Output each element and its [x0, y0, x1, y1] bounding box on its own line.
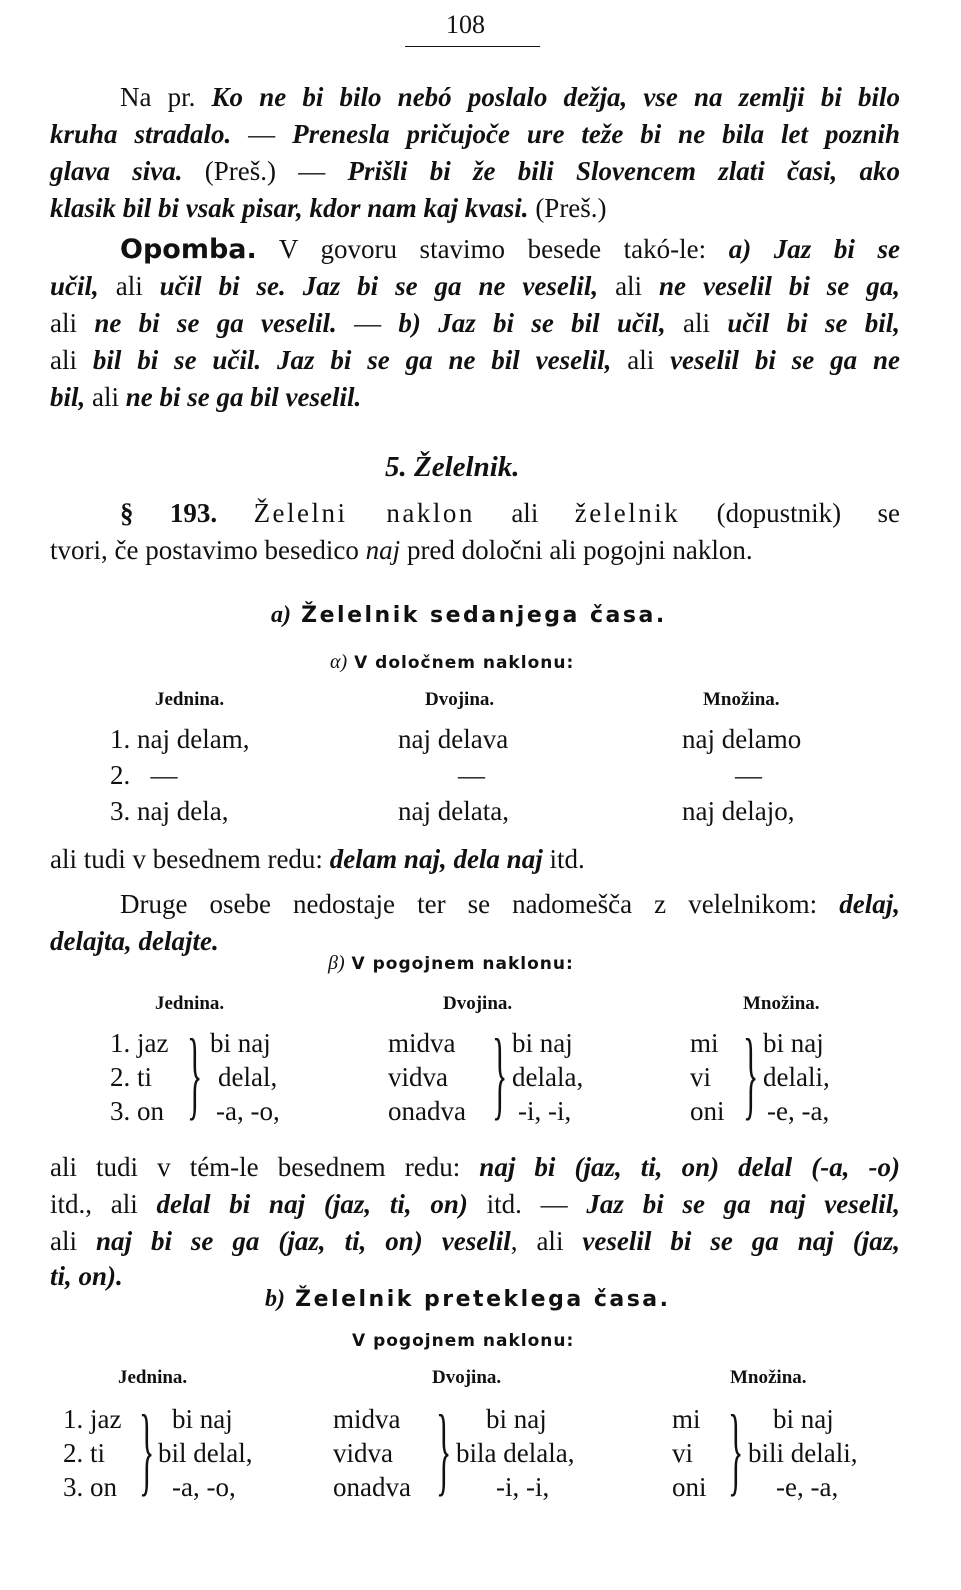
col-header-dvojina: Dvojina.: [443, 993, 513, 1014]
opomba-line3: [50, 306, 900, 340]
text-span: —: [231, 119, 293, 149]
par193-line2: [50, 533, 753, 567]
sub-b-title: [265, 1282, 671, 1317]
text-span: Prišli bi že bili Slovencem zlati časi, ako: [347, 156, 900, 186]
tail-line4: ti, on).: [50, 1261, 123, 1291]
text-span: bi naj: [172, 1404, 233, 1434]
text-span: oni: [672, 1472, 707, 1502]
text-span: želelnik: [574, 498, 681, 528]
text-span: naj delamo: [682, 724, 802, 754]
brace-glyph: }: [187, 1018, 203, 1129]
text-span: bi naj: [486, 1404, 547, 1434]
table-row: [682, 794, 794, 828]
text-span: bi naj: [512, 1028, 573, 1058]
table-row: [398, 794, 509, 828]
text-span: -a, -o,: [172, 1472, 236, 1502]
text-span: delal,: [218, 1062, 278, 1092]
text-span: ali tudi v besednem redu:: [50, 844, 330, 874]
col-header-jednina: Jednina.: [155, 993, 225, 1014]
text-span: midva: [333, 1404, 401, 1434]
text-span: kruha stradalo.: [50, 119, 232, 149]
text-span: naj delajo,: [682, 796, 795, 826]
text-span: a): [271, 602, 291, 628]
page-number: 108: [446, 10, 485, 39]
col-header-mnozina: Množina.: [743, 993, 820, 1014]
text-span: —: [735, 760, 762, 790]
sub-a-alpha: [330, 645, 574, 680]
opomba-line2: [50, 269, 900, 303]
para1-line2: [50, 117, 900, 151]
text-span: bila delala,: [456, 1438, 575, 1468]
text-span: učil,: [50, 271, 99, 301]
text-span: -e, -a,: [776, 1472, 839, 1502]
text-span: itd. —: [467, 1189, 587, 1219]
text-span: ne bi se ga veselil.: [94, 308, 337, 338]
text-span: delal bi naj (jaz, ti, on): [156, 1189, 468, 1219]
text-span: bi naj: [763, 1028, 824, 1058]
table-row: [398, 722, 508, 756]
text-span: vidva: [333, 1438, 393, 1468]
text-span: 2. ti: [63, 1438, 106, 1468]
text-span: oni: [690, 1096, 725, 1126]
table-row: [735, 758, 762, 792]
table-row: [110, 722, 249, 756]
text-span: ali tudi v tém-le besednem redu:: [50, 1152, 480, 1182]
opomba-line4: [50, 343, 900, 377]
text-span: Druge osebe nedostaje ter se nadomešča z velelnikom:: [120, 889, 840, 919]
text-span: 3. naj dela,: [110, 796, 229, 826]
verb-column: [748, 1402, 857, 1504]
text-span: naj delata,: [398, 796, 509, 826]
text-span: (dopustnik) se: [680, 498, 900, 528]
text-span: Prenesla pričujoče ure teže bi ne bila let poznih: [292, 119, 900, 149]
text-span: Želelnik preteklega časa.: [285, 1287, 671, 1312]
text-span: vidva: [388, 1062, 448, 1092]
text-span: ali: [665, 308, 728, 338]
text-span: naj: [365, 535, 401, 565]
text-span: V pogojnem naklonu:: [344, 954, 574, 974]
text-span: 3. on: [63, 1472, 117, 1502]
druge-line2: delajta, delajte.: [50, 926, 219, 956]
pronoun-column: [388, 1026, 466, 1128]
pronoun-column: [690, 1026, 725, 1128]
text-span: a) Jaz bi se: [728, 234, 900, 264]
brace-glyph: }: [436, 1394, 452, 1505]
text-span: -i, -i,: [518, 1096, 572, 1126]
text-span: mi: [690, 1028, 719, 1058]
text-span: ali: [474, 498, 575, 528]
text-span: 1. jaz: [110, 1028, 169, 1058]
after-table-line: [50, 842, 585, 876]
text-span: delali,: [763, 1062, 830, 1092]
text-span: učil bi se. Jaz bi se ga ne veselil,: [159, 271, 599, 301]
verb-column: [512, 1026, 583, 1128]
text-span: β): [328, 952, 345, 974]
text-span: —: [458, 760, 485, 790]
sub-a-title: [271, 598, 667, 633]
text-span: Jaz bi se ga naj veselil,: [586, 1189, 900, 1219]
para1-line4: [50, 191, 607, 225]
verb-column: [210, 1026, 280, 1128]
text-span: bi naj: [210, 1028, 271, 1058]
text-span: (Preš.): [528, 193, 607, 223]
text-span: naj delava: [398, 724, 509, 754]
col-header-mnozina: Množina.: [703, 689, 780, 710]
opomba-line1: [120, 232, 900, 267]
pronoun-column: [672, 1402, 707, 1504]
text-span: Na pr.: [120, 82, 212, 112]
text-span: Ko ne bi bilo nebó poslalo dežja, vse na zemlji bi bilo: [211, 82, 900, 112]
section-heading: 5. Želelnik.: [385, 451, 520, 483]
text-span: delala,: [512, 1062, 584, 1092]
section-number: § 193.: [120, 498, 218, 528]
opomba-label: Opomba.: [120, 234, 257, 265]
text-span: naj bi (jaz, ti, on) delal (-a, -o): [479, 1152, 900, 1182]
text-span: -a, -o,: [216, 1096, 280, 1126]
text-span: , ali: [510, 1226, 583, 1256]
text-span: onadva: [333, 1472, 411, 1502]
tail-line1: [50, 1150, 900, 1184]
text-span: bili delali,: [748, 1438, 858, 1468]
table-row: [110, 758, 178, 792]
text-span: ali: [50, 345, 93, 375]
pronoun-column: [333, 1402, 411, 1504]
text-span: b): [265, 1286, 285, 1312]
text-span: ne veselil bi se ga,: [659, 271, 900, 301]
text-span: bil,: [50, 382, 86, 412]
brace-glyph: }: [743, 1018, 759, 1129]
text-span: vi: [690, 1062, 712, 1092]
text-span: veselil bi se ga naj (jaz,: [582, 1226, 900, 1256]
text-span: V določnem naklonu:: [347, 653, 575, 673]
col-header-mnozina: Množina.: [730, 1367, 807, 1388]
tail-line3: [50, 1224, 900, 1258]
text-span: —: [336, 308, 399, 338]
text-span: učil bi se bil,: [727, 308, 900, 338]
druge-line1: [120, 887, 900, 921]
verb-column: [763, 1026, 830, 1128]
text-span: bil delal,: [158, 1438, 253, 1468]
text-span: [217, 498, 253, 528]
text-span: ne bi se ga bil veselil.: [125, 382, 362, 412]
text-span: Želelni naklon: [253, 498, 475, 528]
text-span: 2. —: [110, 760, 178, 790]
text-span: ali: [50, 308, 95, 338]
text-span: bi naj: [773, 1404, 834, 1434]
brace-glyph: }: [139, 1394, 155, 1505]
text-span: delam naj, dela naj: [329, 844, 543, 874]
verb-column: [158, 1402, 252, 1504]
verb-column: [456, 1402, 574, 1504]
para1-line3: [50, 154, 900, 188]
para1-line1: [120, 80, 900, 114]
text-span: b) Jaz bi se bil učil,: [398, 308, 666, 338]
col-header-jednina: Jednina.: [118, 1367, 188, 1388]
text-span: onadva: [388, 1096, 466, 1126]
text-span: (Preš.) —: [182, 156, 348, 186]
table-row: [458, 758, 485, 792]
text-span: 1. naj delam,: [110, 724, 250, 754]
text-span: pred določni ali pogojni naklon.: [400, 535, 753, 565]
text-span: ali: [611, 345, 671, 375]
pronoun-column: [63, 1402, 121, 1504]
text-span: midva: [388, 1028, 456, 1058]
col-header-dvojina: Dvojina.: [432, 1367, 502, 1388]
brace-glyph: }: [728, 1394, 744, 1505]
table-row: [682, 722, 801, 756]
text-span: α): [330, 651, 348, 673]
text-span: ali: [598, 271, 659, 301]
header-rule: [405, 46, 540, 47]
text-span: -e, -a,: [767, 1096, 830, 1126]
text-span: naj bi se ga (jaz, ti, on) veselil: [95, 1226, 511, 1256]
text-span: Želelnik sedanjega časa.: [291, 603, 667, 628]
text-span: bil bi se učil. Jaz bi se ga ne bil veselil,: [92, 345, 612, 375]
text-span: ali: [85, 382, 126, 412]
pronoun-column: [110, 1026, 168, 1128]
tail-line2: [50, 1187, 900, 1221]
text-span: delaj,: [839, 889, 900, 919]
text-span: klasik bil bi vsak pisar, kdor nam kaj kvasi.: [50, 193, 529, 223]
text-span: itd., ali: [50, 1189, 157, 1219]
sub-b-subtitle: V pogojnem naklonu:: [352, 1331, 575, 1351]
col-header-jednina: Jednina.: [155, 689, 225, 710]
text-span: tvori, če postavimo besedico: [50, 535, 366, 565]
text-span: glava siva.: [50, 156, 183, 186]
text-span: itd.: [542, 844, 585, 874]
text-span: V govoru stavimo besede takó-le:: [256, 234, 729, 264]
brace-glyph: }: [492, 1018, 508, 1129]
text-span: 1. jaz: [63, 1404, 122, 1434]
text-span: ali: [50, 1226, 96, 1256]
text-span: veselil bi se ga ne: [670, 345, 900, 375]
sub-a-beta: [328, 946, 574, 981]
text-span: vi: [672, 1438, 694, 1468]
text-span: mi: [672, 1404, 701, 1434]
opomba-line5: [50, 380, 361, 414]
table-row: [110, 794, 228, 828]
text-span: -i, -i,: [496, 1472, 550, 1502]
text-span: ali: [98, 271, 160, 301]
par193-line1: [120, 496, 900, 530]
text-span: 2. ti: [110, 1062, 153, 1092]
text-span: 3. on: [110, 1096, 164, 1126]
col-header-dvojina: Dvojina.: [425, 689, 495, 710]
